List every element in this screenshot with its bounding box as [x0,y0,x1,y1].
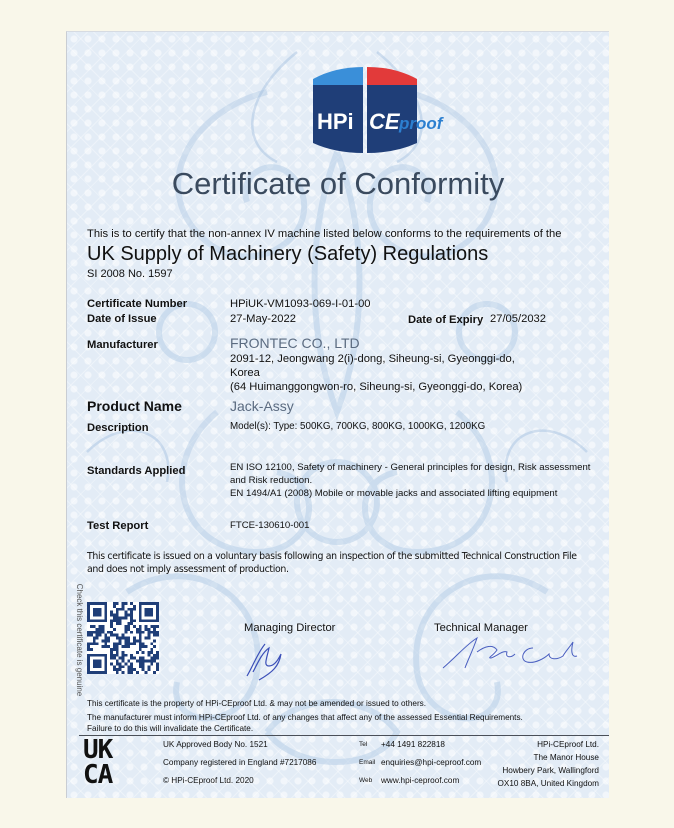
qr-module [119,619,122,622]
qr-module [116,602,119,605]
qr-module [124,645,127,648]
qr-module [116,634,119,637]
qr-module [127,614,130,617]
qr-module [122,634,125,637]
qr-module [93,637,96,640]
qr-module [107,639,110,642]
qr-module [116,654,119,657]
qr-module [124,611,127,614]
qr-module [142,651,145,654]
qr-module [124,642,127,645]
qr-module [136,639,139,642]
qr-module [130,662,133,665]
qr-module [110,648,113,651]
qr-module [107,637,110,640]
qr-module [127,642,130,645]
qr-module [142,645,145,648]
qr-module [93,642,96,645]
web-key: Web [359,777,373,784]
technical-manager-label: Technical Manager [434,622,528,634]
property-notice: This certificate is the property of HPi-CEproof Ltd. & may not be amended or issued to others. [87,699,427,708]
qr-module [142,662,145,665]
qr-module [110,631,113,634]
qr-finder [93,660,102,669]
qr-module [101,625,104,628]
manufacturer-label: Manufacturer [87,339,158,351]
qr-module [124,628,127,631]
qr-module [116,648,119,651]
manufacturer-address-line: 2091-12, Jeongwang 2(i)-dong, Siheung-si, Gyeonggi-do, [230,353,515,365]
qr-module [133,637,136,640]
qr-module [110,651,113,654]
qr-module [153,645,156,648]
ukca-mark [83,735,119,794]
qr-module [142,660,145,663]
qr-module [93,625,96,628]
qr-module [124,637,127,640]
qr-module [116,642,119,645]
qr-module [116,637,119,640]
qr-module [156,662,159,665]
qr-module [127,639,130,642]
qr-module [127,665,130,668]
qr-module [133,625,136,628]
qr-module [122,602,125,605]
qr-module [142,657,145,660]
description-label: Description [87,422,149,434]
qr-module [156,631,159,634]
qr-module [110,634,113,637]
qr-module [104,637,107,640]
qr-module [124,639,127,642]
qr-module [122,657,125,660]
qr-finder [145,608,154,617]
email-key: Email [359,759,376,766]
qr-module [110,654,113,657]
approved-body: UK Approved Body No. 1521 [163,740,268,749]
qr-module [127,637,130,640]
qr-module [116,608,119,611]
qr-module [116,614,119,617]
product-name-label: Product Name [87,398,182,414]
qr-module [153,671,156,674]
qr-module [122,665,125,668]
qr-module [124,616,127,619]
qr-module [147,668,150,671]
qr-module [139,631,142,634]
qr-module [113,628,116,631]
qr-module [130,631,133,634]
qr-module [101,631,104,634]
qr-module [113,619,116,622]
qr-module [119,637,122,640]
qr-module [101,639,104,642]
qr-module [119,622,122,625]
qr-module [113,645,116,648]
qr-module [122,616,125,619]
qr-module [122,605,125,608]
inform-notice-line: Failure to do this will invalidate the Certificate. [87,724,254,733]
footer-divider [79,735,609,736]
manufacturer-address-line: (64 Huimanggongwon-ro, Siheung-si, Gyeonggi-do, Korea) [230,381,523,393]
voluntary-basis-notice: This certificate is issued on a voluntary basis following an inspection of the submitted Technical Construction File and does not imply assessment of production. [87,551,577,575]
qr-module [104,639,107,642]
qr-module [99,634,102,637]
qr-module [133,608,136,611]
qr-finder [93,608,102,617]
qr-module [153,660,156,663]
qr-module [156,668,159,671]
qr-module [116,660,119,663]
qr-module [124,602,127,605]
qr-module [110,611,113,614]
copyright: © HPi-CEproof Ltd. 2020 [163,776,254,785]
ukca-mark-top: UK [83,735,113,765]
qr-module [145,660,148,663]
qr-module [153,654,156,657]
qr-module [104,642,107,645]
qr-module [87,642,90,645]
qr-module [153,634,156,637]
qr-caption: Check this certificate is genuine [75,583,84,697]
qr-module [133,657,136,660]
qr-module [130,654,133,657]
regulation-title: UK Supply of Machinery (Safety) Regulations [87,243,489,265]
certificate-title: Certificate of Conformity [171,166,505,201]
qr-module [150,657,153,660]
qr-module [127,628,130,631]
qr-module [122,654,125,657]
qr-module [156,625,159,628]
company-registration: Company registered in England #7217086 [163,758,317,767]
qr-module [90,634,93,637]
qr-module [119,662,122,665]
qr-module [130,622,133,625]
qr-module [90,642,93,645]
qr-module [145,671,148,674]
qr-module [127,671,130,674]
qr-module [110,625,113,628]
ukca-mark-bottom: CA [83,760,113,790]
qr-module [122,651,125,654]
qr-module [104,634,107,637]
date-of-issue-value: 27-May-2022 [230,313,296,325]
date-of-expiry-label: Date of Expiry [408,314,484,326]
manufacturer-address-line: Korea [230,367,260,379]
qr-module [113,605,116,608]
qr-module [127,660,130,663]
qr-module [96,628,99,631]
qr-module [90,631,93,634]
qr-module [122,608,125,611]
test-report-label: Test Report [87,520,149,532]
qr-module [122,645,125,648]
qr-module [113,602,116,605]
manufacturer-name: FRONTEC CO., LTD [230,335,360,351]
qr-module [133,668,136,671]
address-line: The Manor House [533,753,599,762]
qr-module [116,622,119,625]
qr-module [90,648,93,651]
tel-value: +44 1491 822818 [381,740,445,749]
certificate [66,31,609,798]
qr-module [156,654,159,657]
qr-module [136,651,139,654]
qr-module [139,660,142,663]
qr-module [96,634,99,637]
qr-module [142,631,145,634]
qr-code[interactable] [87,602,159,674]
address-line: HPi-CEproof Ltd. [537,740,599,749]
qr-module [147,628,150,631]
qr-module [99,628,102,631]
qr-module [122,637,125,640]
qr-module [87,634,90,637]
qr-module [130,614,133,617]
svg-text:proof: proof [399,114,443,133]
technical-manager-signature [437,632,587,676]
qr-module [139,665,142,668]
qr-module [147,637,150,640]
qr-module [116,611,119,614]
qr-module [150,662,153,665]
product-name-value: Jack-Assy [230,398,294,414]
qr-module [145,637,148,640]
si-number: SI 2008 No. 1597 [87,268,173,280]
qr-module [147,665,150,668]
qr-module [113,648,116,651]
qr-module [130,642,133,645]
qr-module [116,619,119,622]
hpi-ceproof-logo [305,63,443,155]
qr-module [93,631,96,634]
qr-module [122,660,125,663]
standards-line: EN ISO 12100, Safety of machinery - General principles for design, Risk assessment [230,462,591,473]
qr-module [99,625,102,628]
qr-module [87,648,90,651]
certificate-number-label: Certificate Number [87,298,188,310]
qr-module [153,628,156,631]
address-line: Howbery Park, Wallingford [502,766,599,775]
qr-module [136,628,139,631]
qr-module [113,614,116,617]
qr-module [156,634,159,637]
qr-module [147,654,150,657]
qr-module [119,608,122,611]
standards-line: EN 1494/A1 (2008) Mobile or movable jacks and associated lifting equipment [230,488,558,499]
qr-module [116,651,119,654]
qr-module [113,657,116,660]
qr-module [122,671,125,674]
qr-module [113,634,116,637]
qr-module [150,648,153,651]
svg-text:CE: CE [369,109,400,134]
qr-module [119,657,122,660]
qr-module [110,619,113,622]
qr-module [153,625,156,628]
qr-module [101,628,104,631]
qr-module [139,625,142,628]
qr-module [133,619,136,622]
qr-module [156,657,159,660]
qr-module [150,631,153,634]
qr-module [130,665,133,668]
qr-module [145,645,148,648]
date-of-issue-label: Date of Issue [87,313,157,325]
qr-module [130,616,133,619]
qr-module [124,625,127,628]
qr-module [136,631,139,634]
qr-module [87,645,90,648]
qr-module [96,631,99,634]
qr-module [130,608,133,611]
qr-module [147,660,150,663]
qr-module [147,634,150,637]
qr-module [113,616,116,619]
qr-module [119,639,122,642]
qr-module [139,637,142,640]
qr-module [153,639,156,642]
qr-module [96,637,99,640]
qr-module [93,639,96,642]
qr-module [147,651,150,654]
address-line: OX10 8BA, United Kingdom [497,779,599,788]
managing-director-signature [239,636,289,684]
qr-module [127,608,130,611]
qr-module [96,642,99,645]
description-value: Model(s): Type: 500KG, 700KG, 800KG, 1000KG, 1200KG [230,421,486,432]
qr-module [147,631,150,634]
qr-module [142,668,145,671]
qr-module [130,668,133,671]
qr-module [119,668,122,671]
qr-module [101,645,104,648]
qr-module [150,625,153,628]
qr-module [133,642,136,645]
qr-module [139,642,142,645]
qr-module [145,625,148,628]
qr-module [110,622,113,625]
qr-module [139,639,142,642]
qr-module [124,614,127,617]
qr-module [116,645,119,648]
qr-module [136,660,139,663]
qr-module [153,657,156,660]
tel-key: Tel [359,741,368,748]
qr-module [150,660,153,663]
qr-module [110,657,113,660]
intro-text: This is to certify that the non-annex IV machine listed below conforms to the requirements of the [87,228,562,240]
email-link[interactable]: enquiries@hpi-ceproof.com [381,758,482,767]
qr-module [119,642,122,645]
qr-module [150,642,153,645]
qr-module [104,645,107,648]
qr-module [156,651,159,654]
qr-module [124,631,127,634]
qr-module [127,625,130,628]
qr-module [139,645,142,648]
certificate-number-value: HPiUK-VM1093-069-I-01-00 [230,298,371,310]
qr-module [110,614,113,617]
qr-module [136,671,139,674]
qr-module [119,616,122,619]
qr-module [145,628,148,631]
web-link[interactable]: www.hpi-ceproof.com [381,776,460,785]
qr-module [150,651,153,654]
standards-line: and Risk reduction. [230,475,313,486]
qr-module [113,654,116,657]
qr-module [130,611,133,614]
qr-module [130,619,133,622]
qr-module [119,665,122,668]
qr-module [110,662,113,665]
qr-module [113,642,116,645]
qr-module [127,622,130,625]
qr-module [130,657,133,660]
qr-module [139,657,142,660]
qr-module [107,645,110,648]
managing-director-label: Managing Director [244,622,336,634]
qr-module [139,648,142,651]
inform-notice-line: The manufacturer must inform HPi-CEproof Ltd. of any changes that affect any of the assessed Essential Requirements. [87,713,523,722]
qr-module [130,602,133,605]
qr-module [153,631,156,634]
qr-module [139,628,142,631]
qr-module [99,631,102,634]
qr-module [142,665,145,668]
qr-module [127,645,130,648]
qr-module [113,668,116,671]
qr-module [142,642,145,645]
test-report-value: FTCE-130610-001 [230,520,310,531]
qr-module [107,631,110,634]
qr-module [116,616,119,619]
qr-module [139,662,142,665]
qr-module [127,668,130,671]
qr-module [113,665,116,668]
svg-text:HPi: HPi [317,109,354,134]
qr-module [156,665,159,668]
qr-module [133,639,136,642]
qr-module [139,634,142,637]
qr-module [133,605,136,608]
qr-module [116,668,119,671]
standards-applied-label: Standards Applied [87,465,186,477]
qr-module [87,631,90,634]
qr-module [116,671,119,674]
qr-module [130,671,133,674]
date-of-expiry-value: 27/05/2032 [490,313,546,325]
qr-module [124,662,127,665]
qr-module [116,662,119,665]
qr-module [124,654,127,657]
qr-module [90,625,93,628]
